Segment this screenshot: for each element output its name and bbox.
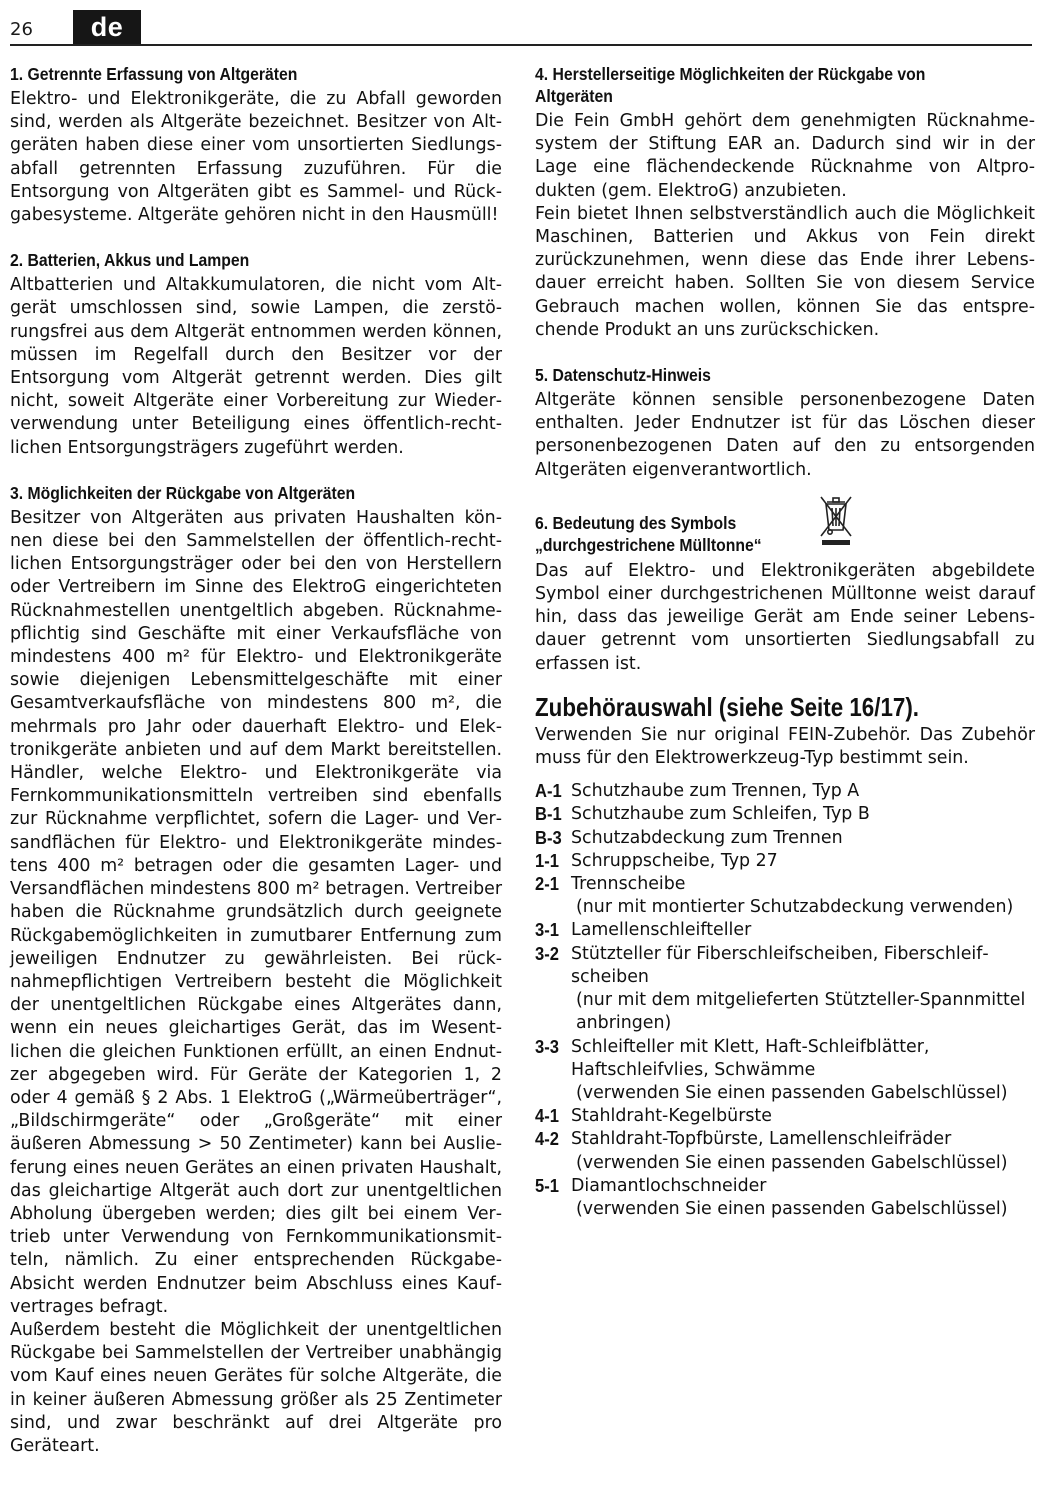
section-3-body-2: Außerdem besteht die Möglichkeit der unentgeltlichen Rückgabe bei Sammelstellen der Vertreiber unabhängig vom Kauf eines neuen Gerätes für solche Altgeräte, die in keiner äußeren Abmessung größer als 25 Zentimeter sind, und zwar beschränkt auf drei Altgeräte pro Geräteart. [10,1319,502,1456]
accessory-description [571,827,1035,850]
accessory-item [535,873,1035,919]
accessory-text: Schruppscheibe, Typ 27 [571,850,778,871]
accessory-text: Schutzhaube zum Trennen, Typ A [571,781,860,802]
accessory-code: B-1 [535,804,562,825]
section-4-body-1: Die Fein GmbH gehört dem genehmigten Rücknahmesystem der Stiftung EAR an. Dadurch sind wir in der Lage eine flächendeckende Rücknahme von Altprodukten (gem. ElektroG) anzubieten. [535,111,1035,201]
accessory-item [535,780,1035,803]
section-6-title-line-1: 6. Bedeutung des Symbols [535,512,737,533]
accessory-item [535,943,1035,1036]
section-bin-symbol [535,512,1035,676]
accessory-code: 4-1 [535,1106,559,1127]
accessory-item [535,1128,1035,1174]
accessory-code: 1-1 [535,850,559,871]
section-2-body: Altbatterien und Altakkumulatoren, die nicht vom Altgerät umschlossen sind, sowie Lampen, die zerstörungsfrei aus dem Altgerät entnommen werden können, müssen im Regelfall durch den Besitzer vor der Entsorgung vom Altgerät getrennt werden. Dies gilt nicht, soweit Altgeräte einer Vorbereitung zur Wiederverwendung unter Beteiligung eines öffentlich-rechtlichen Entsorgungsträgers zugeführt werden. [10,275,502,458]
accessory-text: Schleifteller mit Klett, Haft-Schleifblätter, Haftschleifvlies, Schwämme [571,1036,930,1080]
accessory-text: Stahldraht-Topfbürste, Lamellenschleifräder [571,1129,952,1150]
section-separate-collection [10,63,502,227]
right-column [535,63,1035,1221]
accessory-description [571,1036,1035,1106]
accessory-code: 3-2 [535,943,559,964]
accessory-description [571,1105,1035,1128]
accessory-note: (nur mit dem mitgelieferten Stützteller-Spannmittel anbringen) [576,990,1026,1034]
accessories-list [535,780,1035,1221]
page-header [10,10,1032,46]
accessory-code: 5-1 [535,1175,559,1196]
section-1-body: Elektro- und Elektronikgeräte, die zu Abfall geworden sind, werden als Altgeräte bezeichnet. Besitzer von Altgeräten haben diese einer vom unsortierten Siedlungsabfall getrennten Erfassung zuzuführen. Für die Entsorgung von Altgeräten gibt es Sammel- und Rückgabesysteme. Altgeräte gehören nicht in den Hausmüll! [10,89,502,226]
section-6-body: Das auf Elektro- und Elektronikgeräten abgebildete Symbol einer durchgestrichenen Mülltonne weist darauf hin, dass das jeweilige Gerät am Ende seiner Lebensdauer getrennt vom unsortierten Siedlungsabfall zu erfassen ist. [535,560,1035,674]
section-accessories [535,692,1035,1221]
section-3-body-1: Besitzer von Altgeräten aus privaten Haushalten können diese bei den Sammelstellen der öffentlich-rechtlichen Entsorgungsträger oder bei den von Herstellern oder Vertreibern im Sinne des ElektroG eingerichteten Rücknahmestellen unentgeltlich abgeben. Rücknahmepflichtig sind Geschäfte mit einer Verkaufsfläche von mindestens 400 m² für Elektro- und Elektronikgeräte sowie diejenigen Lebensmittelgeschäfte mit einer Gesamtverkaufsfläche von mindestens 800 m², die mehrmals pro Jahr oder dauerhaft Elektro- und Elektronikgeräte anbieten und auf dem Markt bereitstellen. Händler, welche Elektro- und Elektronikgeräte via Fernkommunikationsmitteln vertreiben sind ebenfalls zur Rücknahme verpflichtet, sofern die Lager- und Versandflächen für Elektro- und Elektronikgeräte mindestens 400 m² betragen oder die gesamten Lager- und Versandflächen mindestens 800 m² betragen. Vertreiber haben die Rücknahme grundsätzlich durch geeignete Rückgabemöglichkeiten in zumutbarer Entfernung zum jeweiligen Endnutzer zu gewährleisten. Bei rücknahmepflichtigen Vertreibern besteht die Möglichkeit der unentgeltlichen Rückgabe eines Altgerätes dann, wenn ein neues gleichartiges Gerät, das im Wesentlichen die gleichen Funktionen erfüllt, an einen Endnutzer abgegeben wird. Für Geräte der Kategorien 1, 2 oder 4 gemäß § 2 Abs. 1 ElektroG („Wärmeüberträger“, „Bildschirmgeräte“ oder „Großgeräte“ mit einer äußeren Abmessung > 50 Zentimeter) kann bei Auslieferung eines neuen Gerätes an einen privaten Haushalt, das gleichartige Altgerät auch dort zur unentgeltlichen Abholung übergeben werden; dies gilt bei einem Vertrieb unter Verwendung von Fernkommunikationsmitteln, nämlich. Zu einer entsprechenden Rückgabe-Absicht werden Endnutzer beim Abschluss eines Kaufvertrages befragt. [10,507,502,1317]
section-4-title-line-1: 4. Herstellerseitige Möglichkeiten der Rückgabe von [535,64,926,84]
accessory-description [571,1175,1035,1221]
section-3-title: 3. Möglichkeiten der Rückgabe von Altgeräten [10,482,356,503]
accessory-item [535,919,1035,942]
section-5-body: Altgeräte können sensible personenbezogene Daten enthalten. Jeder Endnutzer ist für das Löschen dieser personenbezogenen Daten auf den zu entsorgenden Altgeräten eigenverantwortlich. [535,390,1035,480]
accessory-code: 2-1 [535,874,559,895]
accessory-description [571,850,1035,873]
crossed-out-wheelie-bin-icon [818,494,854,548]
section-6-title-line-2: „durchgestrichene Mülltonne“ [535,534,762,555]
section-2-title: 2. Batterien, Akkus und Lampen [10,250,250,271]
accessory-code: 3-3 [535,1036,559,1057]
accessory-text: Schutzhaube zum Schleifen, Typ B [571,804,870,825]
left-column [10,63,502,1458]
section-batteries [10,249,502,460]
section-return-options [10,482,502,1458]
accessory-text: Lamellenschleifteller [571,920,752,941]
accessory-note: (verwenden Sie einen passenden Gabelschlüssel) [576,1152,1008,1173]
section-data-protection [535,364,1035,482]
accessory-description [571,1128,1035,1174]
accessory-description [571,803,1035,826]
page-number: 26 [10,19,33,40]
accessory-text: Schutzabdeckung zum Trennen [571,827,843,848]
accessory-item [535,850,1035,873]
accessory-item [535,1105,1035,1128]
accessories-heading: Zubehörauswahl (siehe Seite 16/17). [535,691,919,722]
accessory-text: Trennscheibe [571,874,686,895]
accessory-item [535,1175,1035,1221]
accessory-code: 3-1 [535,920,559,941]
accessory-item [535,803,1035,826]
language-badge: de [73,10,141,44]
accessory-text: Diamantlochschneider [571,1175,767,1196]
accessory-text: Stahldraht-Kegelbürste [571,1106,772,1127]
accessory-note: (nur mit montierter Schutzabdeckung verwenden) [576,897,1014,918]
section-manufacturer-return [535,63,1035,342]
section-4-title-line-2: Altgeräten [535,86,613,106]
accessory-item [535,1036,1035,1106]
accessory-note: (verwenden Sie einen passenden Gabelschlüssel) [576,1082,1008,1103]
section-4-body-2: Fein bietet Ihnen selbstverständlich auch die Möglichkeit Maschinen, Batterien und Akkus von Fein direkt zurückzunehmen, wenn diese das Ende ihrer Lebensdauer erreicht haben. Sollten Sie von diesem Service Gebrauch machen wollen, können Sie das entsprechende Produkt an uns zurückschicken. [535,203,1035,340]
accessory-description [571,780,1035,803]
accessories-intro: Verwenden Sie nur original FEIN-Zubehör. Das Zubehör muss für den Elektrowerkzeug-Typ bestimmt sein. [535,724,1035,769]
accessory-description [571,873,1035,919]
accessory-code: 4-2 [535,1129,559,1150]
section-1-title: 1. Getrennte Erfassung von Altgeräten [10,64,298,84]
section-5-title: 5. Datenschutz-Hinweis [535,365,711,386]
accessory-item [535,827,1035,850]
accessory-text: Stützteller für Fiberschleifscheiben, Fiberschleifscheiben [571,943,989,987]
accessory-code: A-1 [535,781,562,802]
accessory-note: (verwenden Sie einen passenden Gabelschlüssel) [576,1198,1008,1219]
accessory-description [571,943,1035,1036]
accessory-code: B-3 [535,827,562,848]
accessory-description [571,919,1035,942]
